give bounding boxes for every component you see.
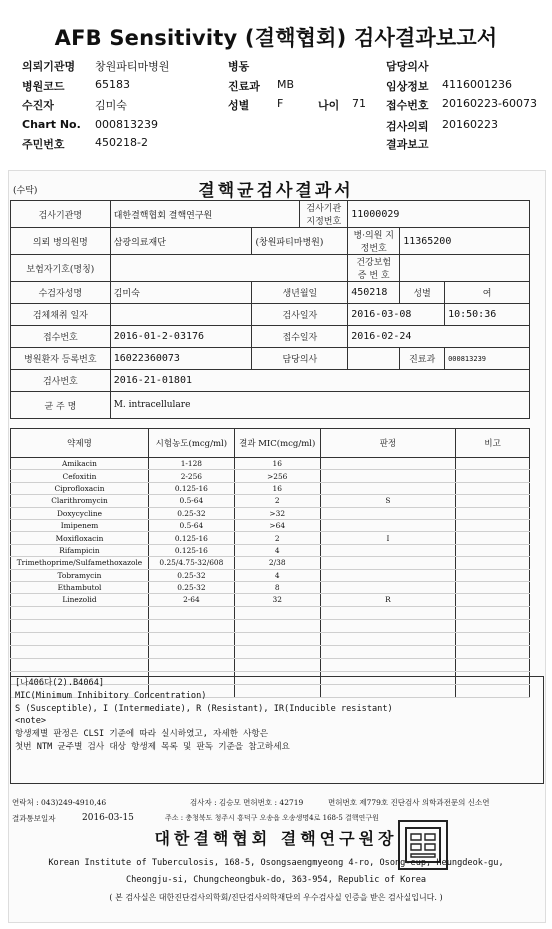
- empty-table-row: [11, 645, 530, 658]
- note-line: MIC(Minimum Inhibitory Concentration): [15, 690, 207, 701]
- drug-interp-cell: [320, 569, 456, 581]
- info-value: 2016-03-08: [348, 304, 445, 326]
- notify-date: 2016-03-15: [82, 813, 134, 823]
- drug-range-cell: 0.5-64: [148, 495, 234, 507]
- header-value: 창원파티마병원: [95, 60, 170, 73]
- info-value: [400, 255, 530, 282]
- header-value: 000813239: [95, 118, 158, 131]
- empty-cell: [456, 658, 530, 671]
- info-value: 16022360073: [110, 348, 252, 370]
- info-label: 검사번호: [11, 370, 111, 392]
- header-value: F: [277, 97, 284, 110]
- info-label: 접수일자: [252, 326, 348, 348]
- table-row: [11, 507, 530, 519]
- drug-interp-cell: [320, 482, 456, 494]
- drug-drug-cell: Rifampicin: [11, 544, 149, 556]
- drug-drug-cell: Imipenem: [11, 519, 149, 531]
- info-value: 450218: [348, 282, 400, 304]
- drug-mic-cell: 16: [234, 482, 320, 494]
- drug-range-cell: 0.25-32: [148, 569, 234, 581]
- info-label: 검사기관 지정번호: [300, 201, 348, 228]
- empty-cell: [148, 645, 234, 658]
- col-header: 시험농도(mcg/ml): [148, 429, 234, 458]
- drug-range-cell: 0.125-16: [148, 544, 234, 556]
- drug-interp-cell: [320, 557, 456, 569]
- info-value: 2016-21-01801: [110, 370, 529, 392]
- drug-interp-cell: [320, 519, 456, 531]
- drug-drug-cell: Tobramycin: [11, 569, 149, 581]
- tester-info: 검사자 : 김승모 면허번호 : 42719: [190, 798, 304, 807]
- drug-mic-cell: 2: [234, 495, 320, 507]
- empty-cell: [234, 658, 320, 671]
- drug-mic-cell: >32: [234, 507, 320, 519]
- header-label: 임상정보: [386, 80, 429, 93]
- info-label: 검사기관명: [11, 201, 111, 228]
- drug-note-cell: [456, 544, 530, 556]
- col-header: 약제명: [11, 429, 149, 458]
- drug-range-cell: 0.25-32: [148, 507, 234, 519]
- table-row: [11, 569, 530, 581]
- note-line: 첫번 NTM 균주별 검사 대상 항생제 목록 및 판독 기준을 참고하세요: [15, 741, 290, 752]
- drug-interp-cell: I: [320, 532, 456, 544]
- drug-interp-cell: [320, 581, 456, 593]
- info-value: 2016-02-24: [348, 326, 530, 348]
- header-label: 나이: [318, 99, 340, 112]
- info-label: 검체채취 일자: [11, 304, 111, 326]
- table-row: [11, 581, 530, 593]
- info-value: [110, 255, 348, 282]
- info-label: 성별: [400, 282, 445, 304]
- notify-label: 결과통보일자: [12, 814, 56, 823]
- col-header: 판정: [320, 429, 456, 458]
- empty-cell: [234, 645, 320, 658]
- header-label: 검사의뢰: [386, 120, 429, 133]
- notes-box: [10, 676, 544, 784]
- info-value: 11000029: [348, 201, 530, 228]
- drug-note-cell: [456, 470, 530, 482]
- drug-note-cell: [456, 495, 530, 507]
- empty-cell: [234, 619, 320, 632]
- header-label: 결과보고: [386, 138, 429, 151]
- sensitivity-table: [10, 428, 530, 698]
- table-row: [11, 470, 530, 482]
- info-value: 김미숙: [110, 282, 252, 304]
- empty-table-row: [11, 658, 530, 671]
- drug-drug-cell: Trimethoprime/Sulfamethoxazole: [11, 557, 149, 569]
- info-label: 균 주 명: [11, 392, 111, 419]
- empty-cell: [234, 632, 320, 645]
- contact-phone: 연락처 : 043)249-4910,46: [12, 798, 107, 807]
- drug-note-cell: [456, 507, 530, 519]
- header-value: 71: [352, 97, 366, 110]
- empty-cell: [320, 619, 456, 632]
- drug-note-cell: [456, 569, 530, 581]
- info-label: 병원환자 등록번호: [11, 348, 111, 370]
- empty-cell: [456, 619, 530, 632]
- korean-address: 주소 : 충청북도 청주시 흥덕구 오송읍 오송생명4로 168-5 결핵연구원: [165, 814, 379, 822]
- empty-cell: [11, 606, 149, 619]
- drug-mic-cell: 4: [234, 544, 320, 556]
- header-label: 주민번호: [22, 138, 65, 151]
- drug-mic-cell: 2/38: [234, 557, 320, 569]
- drug-range-cell: 0.25/4.75-32/608: [148, 557, 234, 569]
- header-value: 65183: [95, 78, 130, 91]
- empty-cell: [320, 645, 456, 658]
- drug-drug-cell: Clarithromycin: [11, 495, 149, 507]
- drug-interp-cell: [320, 470, 456, 482]
- drug-mic-cell: 32: [234, 594, 320, 606]
- drug-range-cell: 2-256: [148, 470, 234, 482]
- institute-name: 대한결핵협회 결핵연구원장: [154, 829, 398, 848]
- info-value: 000813239: [445, 348, 530, 370]
- header-label: 의뢰기관명: [22, 60, 76, 73]
- col-header: 비고: [456, 429, 530, 458]
- drug-interp-cell: [320, 458, 456, 470]
- empty-cell: [320, 658, 456, 671]
- empty-cell: [11, 632, 149, 645]
- note-line: 항생제별 판정은 CLSI 기준에 따라 실시하였고, 자세한 사항은: [15, 729, 269, 740]
- table-row: [11, 519, 530, 531]
- info-table: [10, 200, 530, 419]
- empty-cell: [456, 645, 530, 658]
- drug-drug-cell: Ethambutol: [11, 581, 149, 593]
- note-line: S (Susceptible), I (Intermediate), R (Resistant), IR(Inducible resistant): [15, 703, 393, 714]
- drug-mic-cell: 8: [234, 581, 320, 593]
- note-line: <note>: [15, 716, 47, 727]
- info-label: 수검자성명: [11, 282, 111, 304]
- info-note: (창원파티마병원): [252, 228, 348, 255]
- drug-drug-cell: Linezolid: [11, 594, 149, 606]
- drug-interp-cell: S: [320, 495, 456, 507]
- info-label: 접수번호: [11, 326, 111, 348]
- drug-mic-cell: 4: [234, 569, 320, 581]
- header-value: MB: [277, 78, 295, 91]
- drug-interp-cell: [320, 507, 456, 519]
- table-row: [11, 544, 530, 556]
- header-value: 20160223: [442, 118, 498, 131]
- info-label: 의뢰 병의원명: [11, 228, 111, 255]
- empty-cell: [148, 606, 234, 619]
- empty-cell: [148, 619, 234, 632]
- header-label: 병원코드: [22, 80, 65, 93]
- info-label: 담당의사: [252, 348, 348, 370]
- empty-cell: [320, 632, 456, 645]
- english-address-line2: Cheongju-si, Chungcheongbuk-do, 363-954, Republic of Korea: [125, 875, 427, 885]
- drug-note-cell: [456, 519, 530, 531]
- drug-range-cell: 0.125-16: [148, 482, 234, 494]
- table-row: [11, 482, 530, 494]
- report-title: 결핵균검사결과서: [198, 181, 354, 201]
- consignment-badge: (수탁): [13, 186, 38, 196]
- header-label: 병동: [228, 60, 250, 73]
- drug-range-cell: 1-128: [148, 458, 234, 470]
- info-label: 보험자기호(명칭): [11, 255, 111, 282]
- empty-cell: [456, 606, 530, 619]
- drug-note-cell: [456, 581, 530, 593]
- table-row: [11, 532, 530, 544]
- info-label: 검사일자: [252, 304, 348, 326]
- info-value: [348, 348, 400, 370]
- info-value: M. intracellulare: [110, 392, 529, 419]
- info-value: 여: [445, 282, 530, 304]
- header-label: 접수번호: [386, 99, 429, 112]
- empty-table-row: [11, 632, 530, 645]
- header-value: 450218-2: [95, 136, 148, 149]
- english-address-line1: Korean Institute of Tuberculosis, 168-5, Osongsaengmyeong 4-ro, Osong-eup, Heungdeok-gu,: [48, 858, 504, 868]
- drug-note-cell: [456, 532, 530, 544]
- drug-note-cell: [456, 557, 530, 569]
- empty-cell: [234, 606, 320, 619]
- certification-note: ( 본 검사실은 대한진단검사의학회/진단검사의학재단의 우수검사실 인증을 받은 검사실입니다. ): [109, 893, 443, 902]
- info-value: 대한결핵협회 결핵연구원: [110, 201, 300, 228]
- empty-cell: [11, 619, 149, 632]
- header-label: Chart No.: [22, 118, 81, 131]
- drug-drug-cell: Ciprofloxacin: [11, 482, 149, 494]
- drug-mic-cell: 16: [234, 458, 320, 470]
- info-label: 건강보험 증 번 호: [348, 255, 400, 282]
- drug-note-cell: [456, 482, 530, 494]
- empty-table-row: [11, 619, 530, 632]
- header-label: 수진자: [22, 99, 54, 112]
- info-value: 삼광의료재단: [110, 228, 252, 255]
- drug-drug-cell: Cefoxitin: [11, 470, 149, 482]
- info-label: 생년월일: [252, 282, 348, 304]
- drug-interp-cell: R: [320, 594, 456, 606]
- drug-note-cell: [456, 594, 530, 606]
- header-value: 20160223-60073: [442, 97, 537, 110]
- note-line: [나406다(2).B4064]: [15, 678, 105, 688]
- table-row: [11, 557, 530, 569]
- drug-interp-cell: [320, 544, 456, 556]
- drug-range-cell: 0.5-64: [148, 519, 234, 531]
- col-header: 결과 MIC(mcg/ml): [234, 429, 320, 458]
- drug-drug-cell: Moxifloxacin: [11, 532, 149, 544]
- empty-table-row: [11, 606, 530, 619]
- empty-cell: [320, 606, 456, 619]
- header-label: 담당의사: [386, 60, 429, 73]
- info-label: 진료과: [400, 348, 445, 370]
- drug-mic-cell: 2: [234, 532, 320, 544]
- info-label: 병·의원 지정번호: [348, 228, 400, 255]
- empty-cell: [148, 632, 234, 645]
- drug-range-cell: 2-64: [148, 594, 234, 606]
- header-value: 김미숙: [95, 99, 127, 112]
- header-label: 진료과: [228, 80, 260, 93]
- drug-mic-cell: >64: [234, 519, 320, 531]
- drug-note-cell: [456, 458, 530, 470]
- header-label: 성별: [228, 99, 250, 112]
- specialist-info: 면허번호 제779호 진단검사 의학과전문의 신소연: [328, 798, 490, 807]
- drug-mic-cell: >256: [234, 470, 320, 482]
- empty-cell: [11, 658, 149, 671]
- drug-drug-cell: Amikacin: [11, 458, 149, 470]
- info-value: 10:50:36: [445, 304, 530, 326]
- table-row: [11, 594, 530, 606]
- info-value: 2016-01-2-03176: [110, 326, 252, 348]
- drug-drug-cell: Doxycycline: [11, 507, 149, 519]
- table-row: [11, 458, 530, 470]
- empty-cell: [456, 632, 530, 645]
- header-value: 4116001236: [442, 78, 512, 91]
- drug-range-cell: 0.25-32: [148, 581, 234, 593]
- empty-cell: [11, 645, 149, 658]
- info-value: 11365200: [400, 228, 530, 255]
- table-row: [11, 495, 530, 507]
- info-value: [110, 304, 252, 326]
- page-title: AFB Sensitivity (결핵협회) 검사결과보고서: [54, 26, 498, 50]
- drug-range-cell: 0.125-16: [148, 532, 234, 544]
- empty-cell: [148, 658, 234, 671]
